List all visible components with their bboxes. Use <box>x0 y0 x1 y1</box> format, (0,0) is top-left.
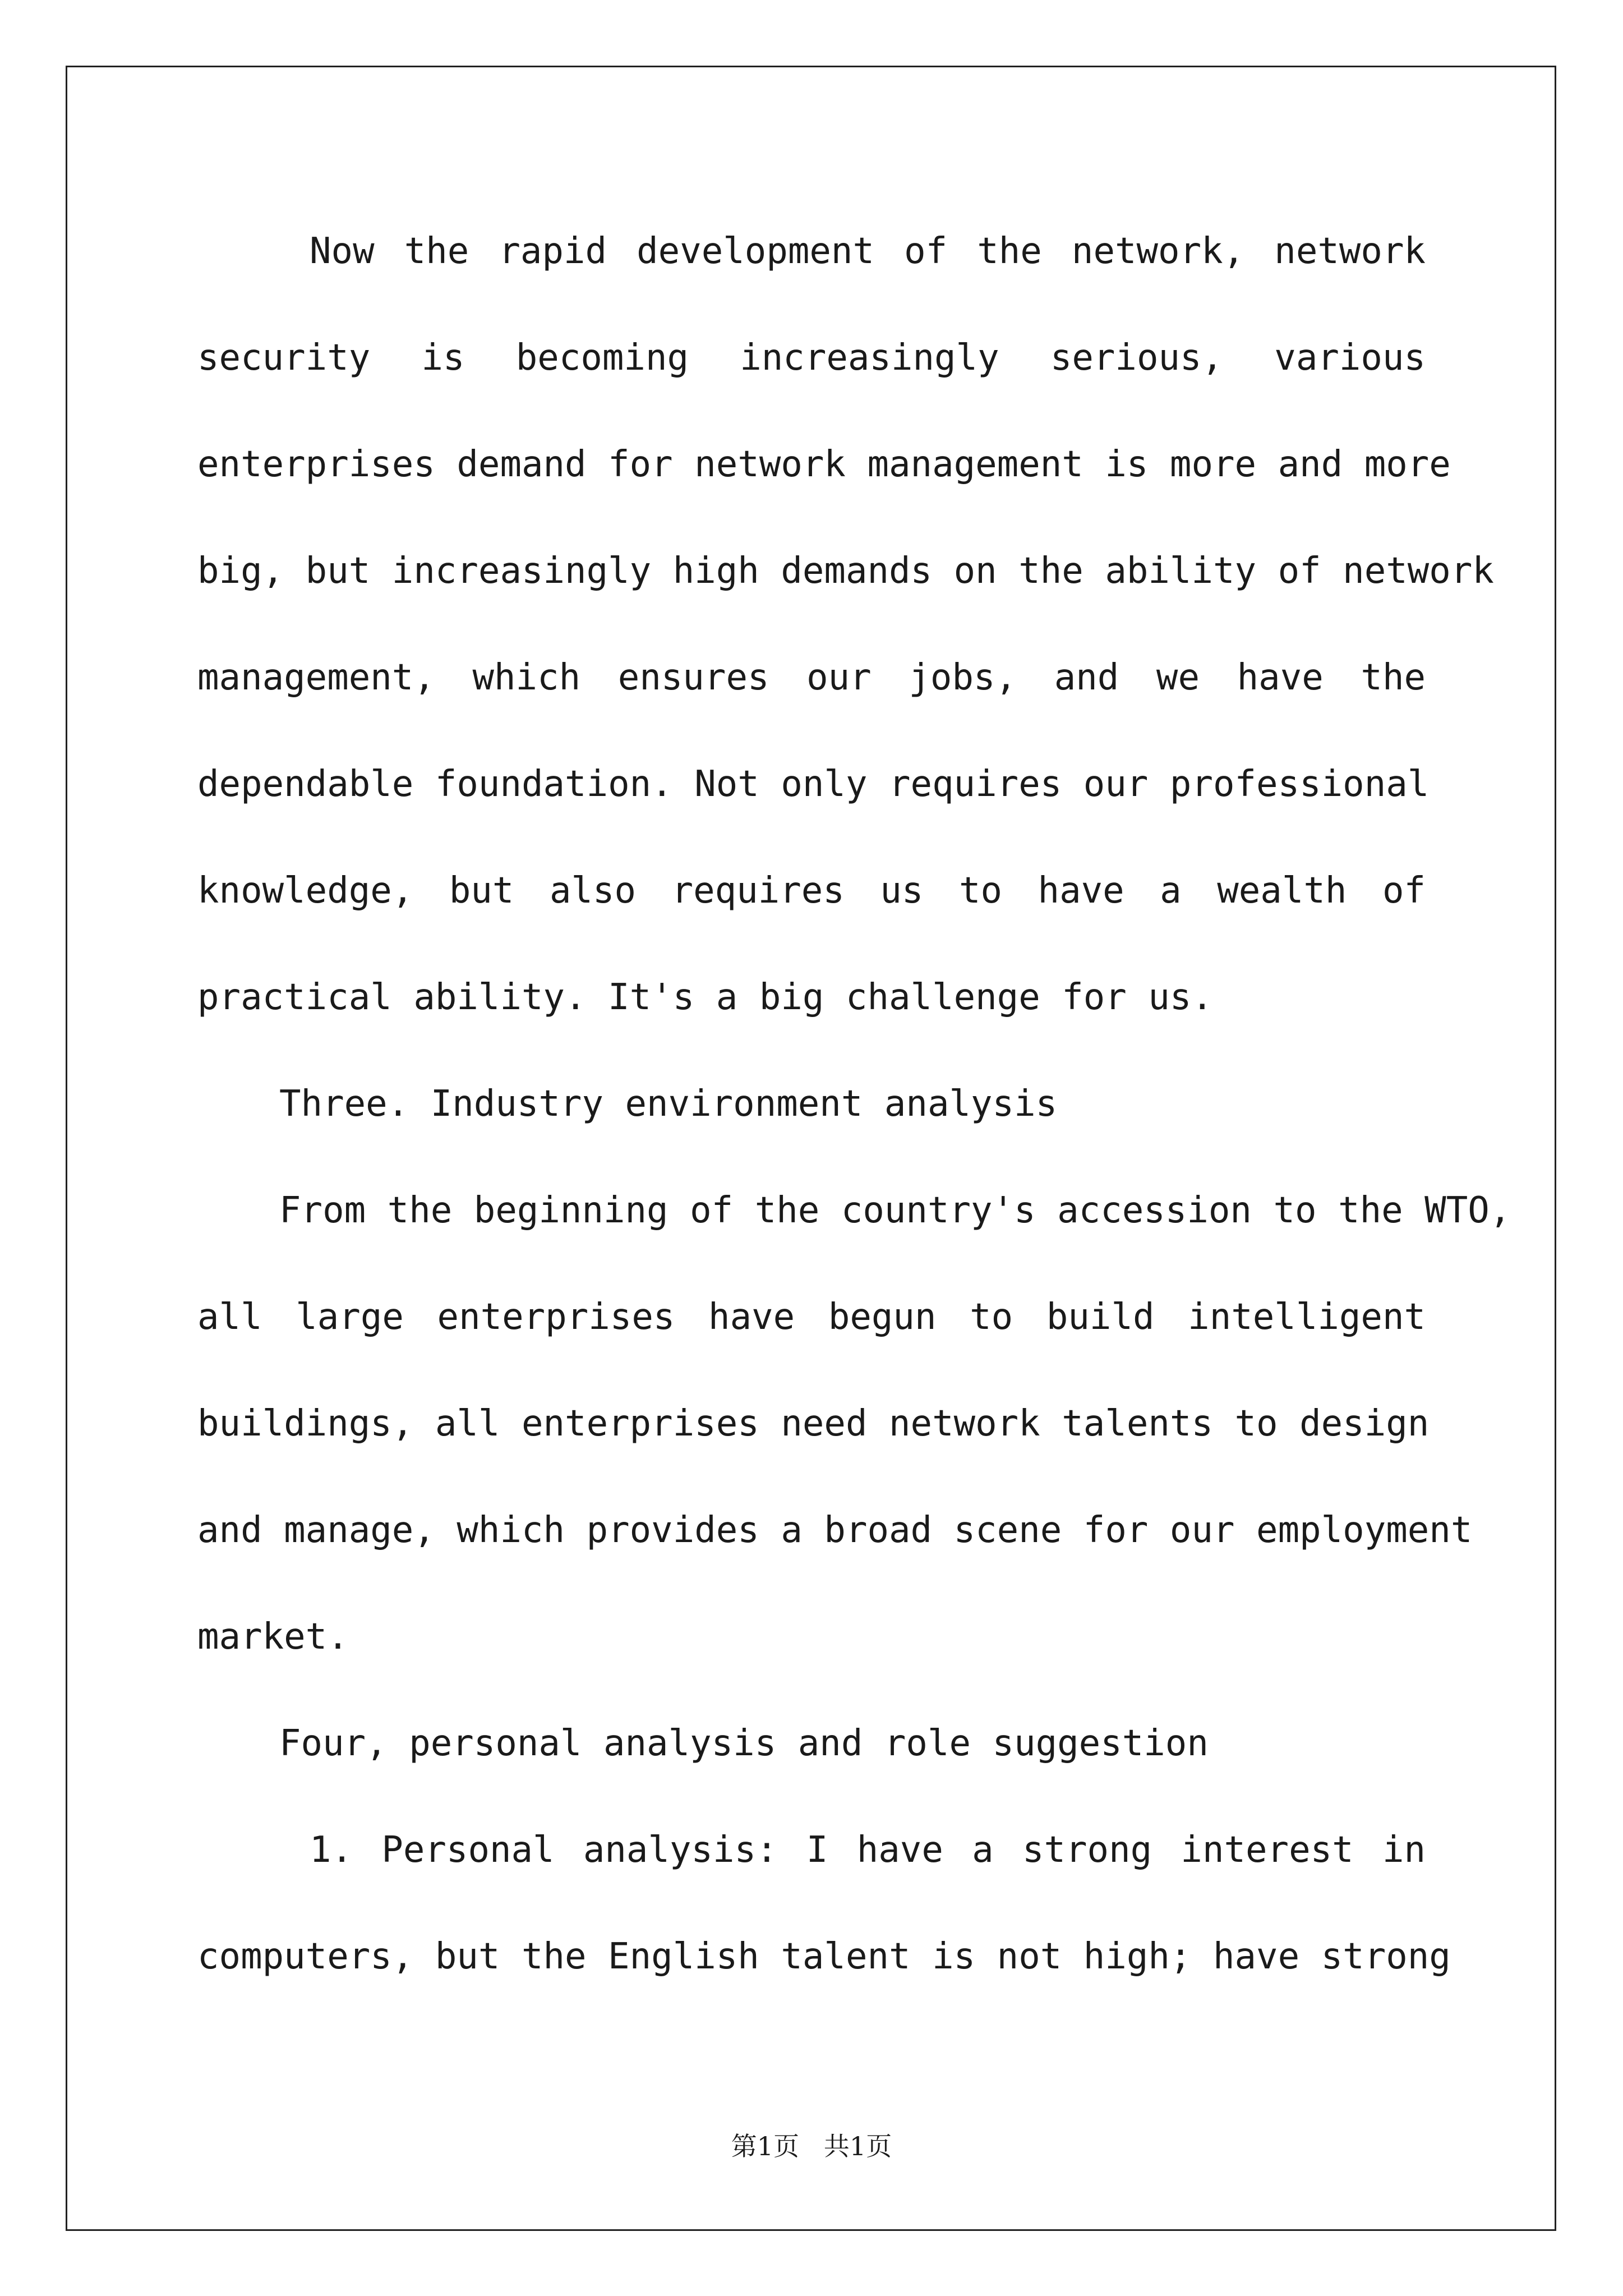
text-line: and manage, which provides a broad scene for our employment <box>197 1510 1473 1551</box>
page-number-footer: 第1页 共1页 <box>731 2131 892 2161</box>
text-line: all large enterprises have begun to build intelligent <box>197 1296 1426 1338</box>
text-line: computers, but the English talent is not high; have strong <box>197 1936 1451 1977</box>
text-line: dependable foundation. Not only requires our professional <box>197 763 1430 805</box>
text-line: From the beginning of the country's accession to the WTO, <box>279 1190 1511 1231</box>
text-line: enterprises demand for network management is more and more <box>197 444 1451 485</box>
text-line: knowledge, but also requires us to have a wealth of <box>197 870 1426 912</box>
section-heading: Four, personal analysis and role suggestion <box>279 1723 1209 1764</box>
page-border <box>66 66 1556 2231</box>
text-line: market. <box>197 1616 349 1658</box>
text-line: Now the rapid development of the network, network <box>310 231 1426 272</box>
text-line: security is becoming increasingly serious, various <box>197 337 1426 379</box>
section-heading: Three. Industry environment analysis <box>279 1083 1058 1125</box>
text-line: 1. Personal analysis: I have a strong interest in <box>310 1829 1426 1871</box>
text-line: big, but increasingly high demands on the ability of network <box>197 550 1494 592</box>
text-line: practical ability. It's a big challenge for us. <box>197 977 1213 1018</box>
text-line: buildings, all enterprises need network talents to design <box>197 1403 1430 1444</box>
text-line: management, which ensures our jobs, and we have the <box>197 657 1426 698</box>
